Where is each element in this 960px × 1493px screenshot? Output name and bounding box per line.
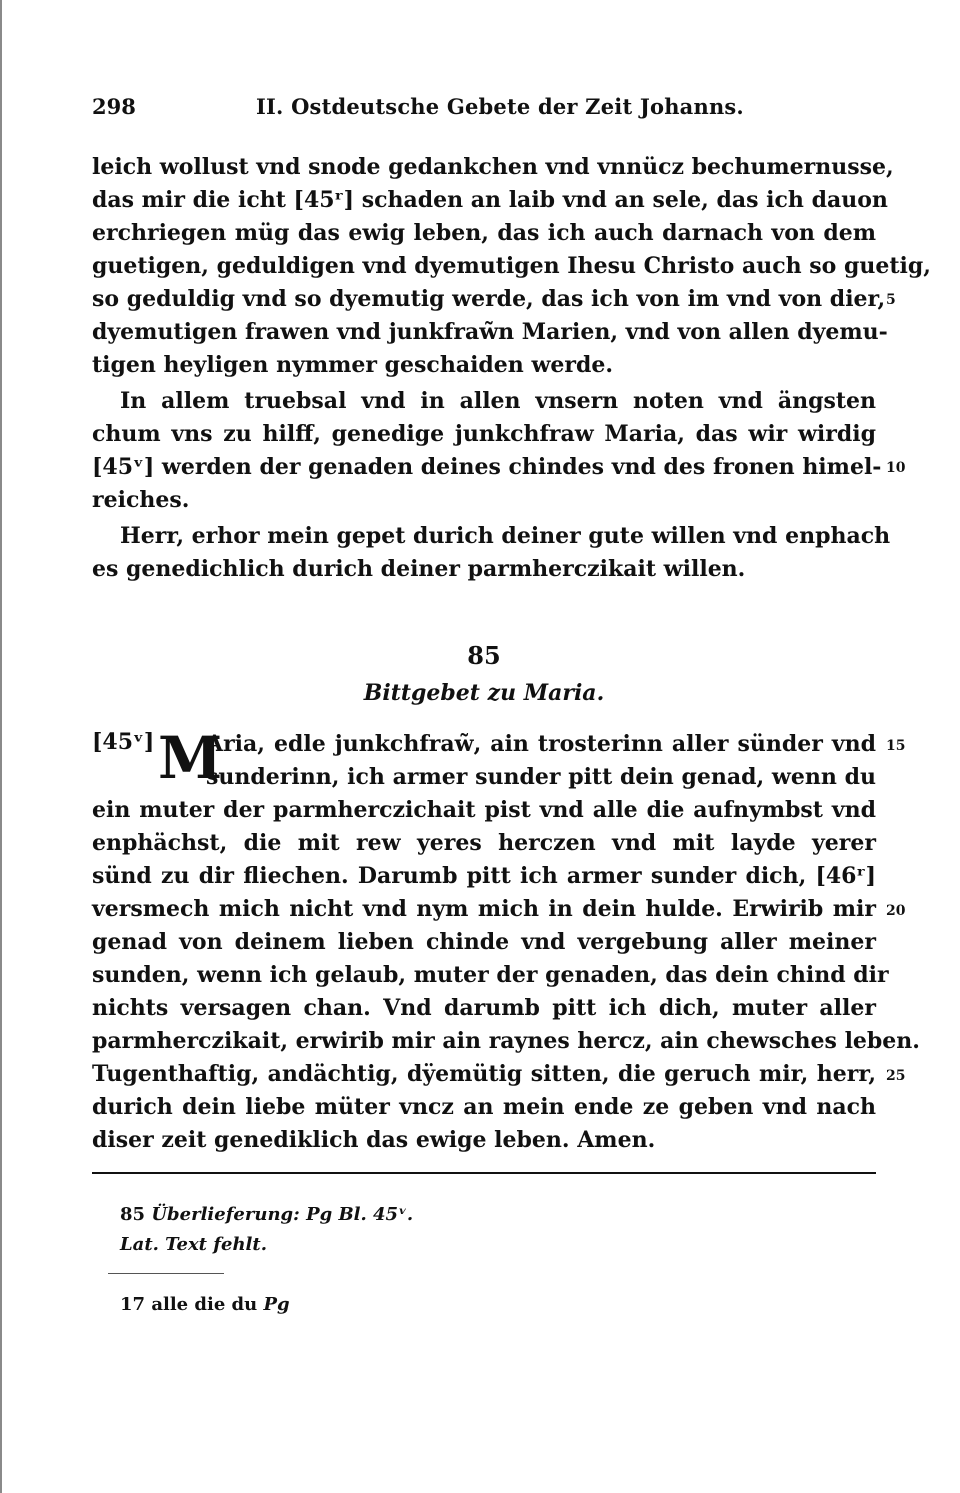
text-line: sünd zu dir fliechen. Darumb pitt ich armer sunder dich, [46ʳ]: [92, 863, 876, 889]
line-number: 15: [886, 738, 906, 754]
source-note-number: 85: [120, 1204, 146, 1225]
text-line: durich dein liebe müter vncz an mein ende ze geben vnd nach: [92, 1094, 876, 1120]
text-line: chum vns zu hilff, genedige junkchfraw Maria, das wir wirdig: [92, 421, 876, 447]
running-title: II. Ostdeutsche Gebete der Zeit Johanns.: [256, 94, 744, 119]
text-line: leich wollust vnd snode gedankchen vnd vnnücz bechumernusse,: [92, 154, 894, 180]
text-line: diser zeit genediklich das ewige leben. Amen.: [92, 1127, 656, 1153]
line-number: 10: [886, 460, 906, 476]
apparatus-divider: [108, 1273, 224, 1274]
variant-reading: alle die du: [151, 1294, 258, 1315]
section-title: Bittgebet zu Maria.: [363, 680, 605, 706]
folio-reference: [45ᵛ]: [92, 729, 155, 755]
source-note: [120, 1204, 413, 1225]
text-line: Tugenthaftig, andächtig, dÿemütig sitten, die geruch mir, herr,: [92, 1061, 876, 1087]
text-line: erchriegen müg das ewig leben, das ich auch darnach von dem: [92, 220, 876, 246]
page-number: 298: [92, 94, 136, 119]
text-line: sunden, wenn ich gelaub, muter der genaden, das dein chind dir: [92, 962, 889, 988]
drop-cap: M: [158, 724, 223, 792]
variant-note: [120, 1294, 290, 1315]
text-line: In allem truebsal vnd in allen vnsern noten vnd ängsten: [120, 388, 876, 414]
text-line: nichts versagen chan. Vnd darumb pitt ich dich, muter aller: [92, 995, 876, 1021]
text-line: reiches.: [92, 487, 190, 513]
text-line: guetigen, geduldigen vnd dyemutigen Ihesu Christo auch so guetig,: [92, 253, 931, 279]
variant-sigil: Pg: [263, 1294, 290, 1315]
text-line: Aria, edle junkchfraw̃, ain trosterinn aller sünder vnd: [206, 731, 876, 757]
section-number: 85: [467, 641, 501, 670]
text-line: es genedichlich durich deiner parmherczikait willen.: [92, 556, 746, 582]
text-line: genad von deinem lieben chinde vnd vergebung aller meiner: [92, 929, 876, 955]
text-line: das mir die icht [45ʳ] schaden an laib vnd an sele, das ich dauon: [92, 187, 888, 213]
text-line: Herr, erhor mein gepet durich deiner gute willen vnd enphach: [120, 523, 891, 549]
text-line: [45ᵛ] werden der genaden deines chindes vnd des fronen himel-: [92, 454, 882, 480]
latin-note: [120, 1234, 267, 1255]
source-note-ref: Pg Bl. 45ᵛ.: [306, 1204, 414, 1225]
footnote-divider: [92, 1172, 876, 1174]
source-note-label: Überlieferung:: [151, 1204, 300, 1225]
variant-line-number: 17: [120, 1294, 146, 1315]
text-line: versmech mich nicht vnd nym mich in dein hulde. Erwirib mir: [92, 896, 876, 922]
text-line: enphächst, die mit rew yeres herczen vnd mit layde yerer: [92, 830, 876, 856]
text-line: tigen heyligen nymmer geschaiden werde.: [92, 352, 614, 378]
text-line: sunderinn, ich armer sunder pitt dein genad, wenn du: [206, 764, 876, 790]
page-left-edge: [0, 0, 2, 1493]
line-number: 25: [886, 1068, 906, 1084]
line-number: 5: [886, 292, 896, 308]
text-line: dyemutigen frawen vnd junkfraw̃n Marien, vnd von allen dyemu-: [92, 319, 888, 345]
text-line: ein muter der parmherczichait pist vnd alle die aufnymbst vnd: [92, 797, 876, 823]
text-line: so geduldig vnd so dyemutig werde, das ich von im vnd von dier,: [92, 286, 886, 312]
text-line: parmherczikait, erwirib mir ain raynes hercz, ain chewsches leben.: [92, 1028, 920, 1054]
line-number: 20: [886, 903, 906, 919]
latin-note-text: Lat. Text fehlt.: [120, 1234, 267, 1255]
